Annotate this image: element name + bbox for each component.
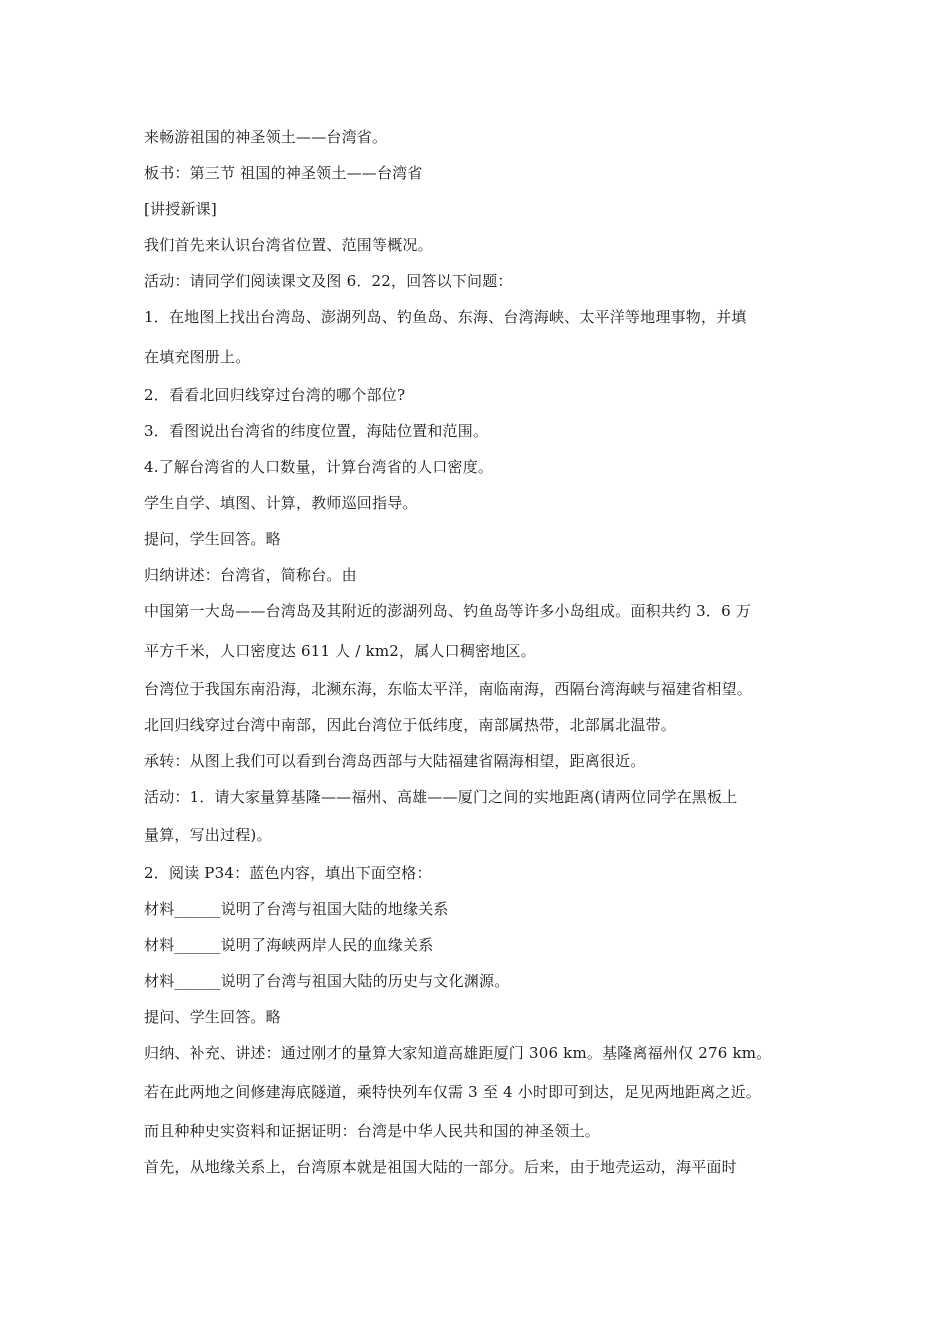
- text-line: 归纳讲述：台湾省，简称台。由: [144, 566, 357, 584]
- text-line: 而且种种史实资料和证据证明：台湾是中华人民共和国的神圣领土。: [144, 1122, 601, 1140]
- text-line: 提问，学生回答。略: [144, 530, 281, 548]
- text-line: 承转：从图上我们可以看到台湾岛西部与大陆福建省隔海相望，距离很近。: [144, 752, 646, 770]
- text-line: 3．看图说出台湾省的纬度位置，海陆位置和范围。: [144, 422, 489, 440]
- text-line: 活动：1．请大家量算基隆——福州、高雄——厦门之间的实地距离(请两位同学在黑板上: [144, 788, 738, 806]
- text-line: 学生自学、填图、计算，教师巡回指导。: [144, 494, 418, 512]
- text-line: 活动：请同学们阅读课文及图 6．22，回答以下问题：: [144, 272, 513, 290]
- text-line: 在填充图册上。: [144, 348, 251, 366]
- text-line: 材料______说明了台湾与祖国大陆的地缘关系: [144, 900, 449, 918]
- text-line: 1．在地图上找出台湾岛、澎湖列岛、钓鱼岛、东海、台湾海峡、太平洋等地理事物，并填: [144, 308, 747, 326]
- text-line: 2．看看北回归线穿过台湾的哪个部位?: [144, 386, 406, 404]
- text-line: [讲授新课]: [144, 200, 217, 218]
- text-line: 量算，写出过程)。: [144, 826, 272, 844]
- text-line: 平方千米，人口密度达 611 人 / km2，属人口稠密地区。: [144, 642, 536, 660]
- text-line: 我们首先来认识台湾省位置、范围等概况。: [144, 236, 433, 254]
- text-line: 台湾位于我国东南沿海，北濒东海，东临太平洋，南临南海，西隔台湾海峡与福建省相望。: [144, 680, 753, 698]
- text-line: 若在此两地之间修建海底隧道，乘特快列车仅需 3 至 4 小时即可到达，足见两地距离之近。: [144, 1083, 761, 1101]
- text-line: 归纳、补充、讲述：通过刚才的量算大家知道高雄距厦门 306 km。基隆离福州仅 276 km。: [144, 1044, 772, 1062]
- text-line: 4.了解台湾省的人口数量，计算台湾省的人口密度。: [144, 458, 494, 476]
- text-line: 北回归线穿过台湾中南部，因此台湾位于低纬度，南部属热带，北部属北温带。: [144, 716, 677, 734]
- text-line: 中国第一大岛——台湾岛及其附近的澎湖列岛、钓鱼岛等许多小岛组成。面积共约 3．6 万: [144, 602, 752, 620]
- text-line: 2．阅读 P34：蓝色内容，填出下面空格：: [144, 864, 432, 882]
- text-line: 材料______说明了台湾与祖国大陆的历史与文化渊源。: [144, 972, 510, 990]
- text-line: 材料______说明了海峡两岸人民的血缘关系: [144, 936, 434, 954]
- text-line: 板书：第三节 祖国的神圣领土——台湾省: [144, 164, 423, 182]
- text-line: 提问、学生回答。略: [144, 1008, 281, 1026]
- text-line: 首先，从地缘关系上，台湾原本就是祖国大陆的一部分。后来，由于地壳运动，海平面时: [144, 1158, 737, 1176]
- text-line: 来畅游祖国的神圣领土——台湾省。: [144, 128, 388, 146]
